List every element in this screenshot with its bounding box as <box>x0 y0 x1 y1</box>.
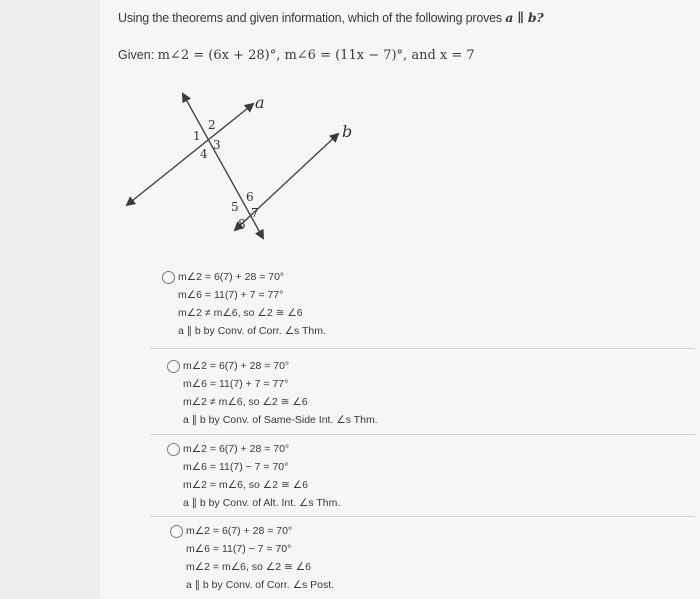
option-line: a ∥ b by Conv. of Corr. ∠s Post. <box>186 579 335 591</box>
option-divider <box>150 516 695 517</box>
option-line: m∠2 ≠ m∠6, so ∠2 ≅ ∠6 <box>178 307 303 319</box>
angle-label-2: 2 <box>208 118 216 132</box>
answer-option-2[interactable] <box>155 357 695 433</box>
option-line: m∠6 = 11(7) + 7 = 77° <box>178 289 284 301</box>
transversal-diagram <box>105 80 375 250</box>
option-line: m∠6 = 11(7) + 7 = 77° <box>183 378 289 390</box>
radio-button[interactable] <box>162 271 175 284</box>
option-line: a ∥ b by Conv. of Corr. ∠s Thm. <box>178 325 326 337</box>
question-math: a ∥ b? <box>505 10 544 25</box>
option-line: m∠2 = 6(7) + 28 = 70° <box>186 525 293 537</box>
question-text: Using the theorems and given information, which of the following proves <box>118 11 506 25</box>
given-statement <box>118 48 475 63</box>
radio-button[interactable] <box>167 360 180 373</box>
option-line: m∠2 = m∠6, so ∠2 ≅ ∠6 <box>183 479 308 491</box>
left-margin <box>0 0 100 599</box>
option-line: a ∥ b by Conv. of Same-Side Int. ∠s Thm. <box>183 414 378 426</box>
angle-label-3: 3 <box>213 138 221 152</box>
given-math: m∠2 = (6x + 28)°, m∠6 = (11x − 7)°, and x = 7 <box>157 48 475 63</box>
option-line: m∠2 = 6(7) + 28 = 70° <box>178 271 285 283</box>
option-line: m∠6 = 11(7) − 7 = 70° <box>186 543 292 555</box>
line-a <box>127 104 253 205</box>
option-divider <box>150 434 695 435</box>
option-line: m∠6 = 11(7) − 7 = 70° <box>183 461 289 473</box>
given-label: Given: <box>118 48 158 62</box>
angle-label-8: 8 <box>238 217 246 231</box>
radio-button[interactable] <box>167 443 180 456</box>
answer-option-3[interactable] <box>155 440 695 516</box>
option-line: a ∥ b by Conv. of Alt. Int. ∠s Thm. <box>183 497 341 509</box>
answer-option-4[interactable] <box>158 522 698 594</box>
answer-option-1[interactable] <box>150 268 690 344</box>
line-b-label: b <box>342 122 353 141</box>
angle-label-5: 5 <box>231 200 239 214</box>
radio-button[interactable] <box>170 525 183 538</box>
option-line: m∠2 = 6(7) + 28 = 70° <box>183 360 290 372</box>
option-line: m∠2 ≠ m∠6, so ∠2 ≅ ∠6 <box>183 396 308 408</box>
question-prompt <box>118 10 544 25</box>
angle-label-1: 1 <box>193 129 201 143</box>
option-line: m∠2 = 6(7) + 28 = 70° <box>183 443 290 455</box>
angle-label-4: 4 <box>200 147 208 161</box>
option-line: m∠2 = m∠6, so ∠2 ≅ ∠6 <box>186 561 311 573</box>
angle-label-6: 6 <box>246 190 254 204</box>
angle-label-7: 7 <box>251 206 259 220</box>
line-a-label: a <box>255 93 265 112</box>
option-divider <box>150 348 695 349</box>
